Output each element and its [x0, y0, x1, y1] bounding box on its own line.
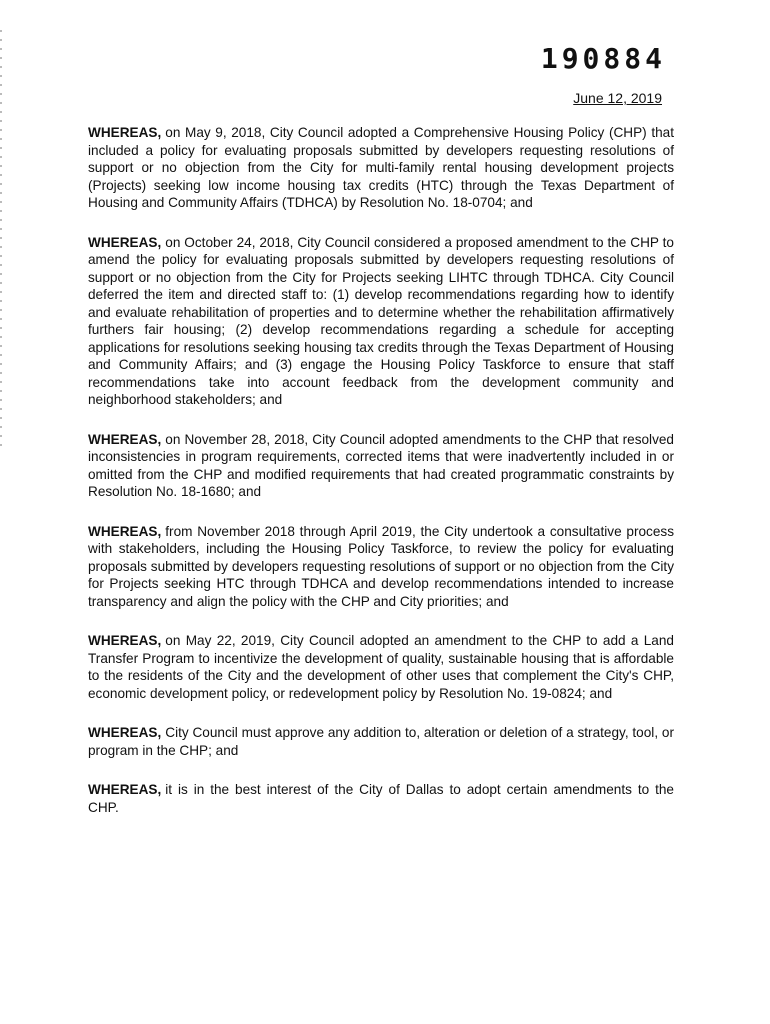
whereas-paragraph — [88, 724, 674, 759]
paragraph-text: from November 2018 through April 2019, the City undertook a consultative process with stakeholders, including the Housing Policy Taskforce, to review the policy for evaluating proposals submitted by developers requesting resolutions of support or no objection from the City for Projects seeking HTC through TDHCA and develop recommendations intended to increase transparency and align the policy with the CHP and City priorities; and — [88, 523, 674, 609]
whereas-paragraph — [88, 124, 674, 212]
whereas-paragraph — [88, 632, 674, 702]
paragraph-text: on October 24, 2018, City Council considered a proposed amendment to the CHP to amend the policy for evaluating proposals submitted by developers requesting resolutions of support or no objection from the City for Projects seeking LIHTC through TDHCA. City Council deferred the item and directed staff to: (1) develop recommendations regarding how to identify and evaluate rehabilitation of properties and to determine whether the rehabilitation affirmatively furthers fair housing; (2) develop recommendations regarding a schedule for accepting applications for resolutions seeking housing tax credits through the Texas Department of Housing and Community Affairs; and (3) engage the Housing Policy Taskforce to ensure that staff recommendations take into account feedback from the development community and neighborhood stakeholders; and — [88, 234, 674, 407]
paragraph-text: on May 9, 2018, City Council adopted a Comprehensive Housing Policy (CHP) that included a policy for evaluating proposals submitted by developers requesting resolutions of support or no objection from the City for multi-family rental housing development projects (Projects) seeking low income housing tax credits (HTC) through the Texas Department of Housing and Community Affairs (TDHCA) by Resolution No. 18-0704; and — [88, 125, 674, 210]
whereas-paragraph — [88, 523, 674, 611]
whereas-lead: WHEREAS, — [88, 523, 162, 539]
paragraph-text: City Council must approve any addition to, alteration or deletion of a strategy, tool, or program in the CHP; and — [88, 725, 674, 758]
whereas-lead: WHEREAS, — [88, 431, 162, 447]
paragraph-text: it is in the best interest of the City of Dallas to adopt certain amendments to the CHP. — [88, 782, 674, 815]
whereas-lead: WHEREAS, — [88, 782, 162, 797]
whereas-lead: WHEREAS, — [88, 725, 162, 740]
whereas-paragraph — [88, 234, 674, 409]
whereas-lead: WHEREAS, — [88, 125, 162, 140]
resolution-body — [88, 124, 674, 838]
scan-edge-marks — [0, 30, 2, 450]
paragraph-text: on November 28, 2018, City Council adopted amendments to the CHP that resolved inconsistencies in program requirements, corrected items that were inadvertently included in or omitted from the CHP and modified requirements that had created programmatic constraints by Resolution No. 18-1680; and — [88, 431, 674, 499]
resolution-number: 190884 — [540, 42, 666, 75]
whereas-paragraph — [88, 431, 674, 501]
paragraph-text: on May 22, 2019, City Council adopted an amendment to the CHP to add a Land Transfer Program to incentivize the development of quality, sustainable housing that is affordable to the residents of the City and the development of other uses that complement the City's CHP, economic development policy, or redevelopment policy by Resolution No. 19-0824; and — [88, 633, 674, 701]
resolution-date: June 12, 2019 — [573, 90, 662, 106]
whereas-paragraph — [88, 781, 674, 816]
whereas-lead: WHEREAS, — [88, 234, 162, 250]
whereas-lead: WHEREAS, — [88, 633, 162, 648]
